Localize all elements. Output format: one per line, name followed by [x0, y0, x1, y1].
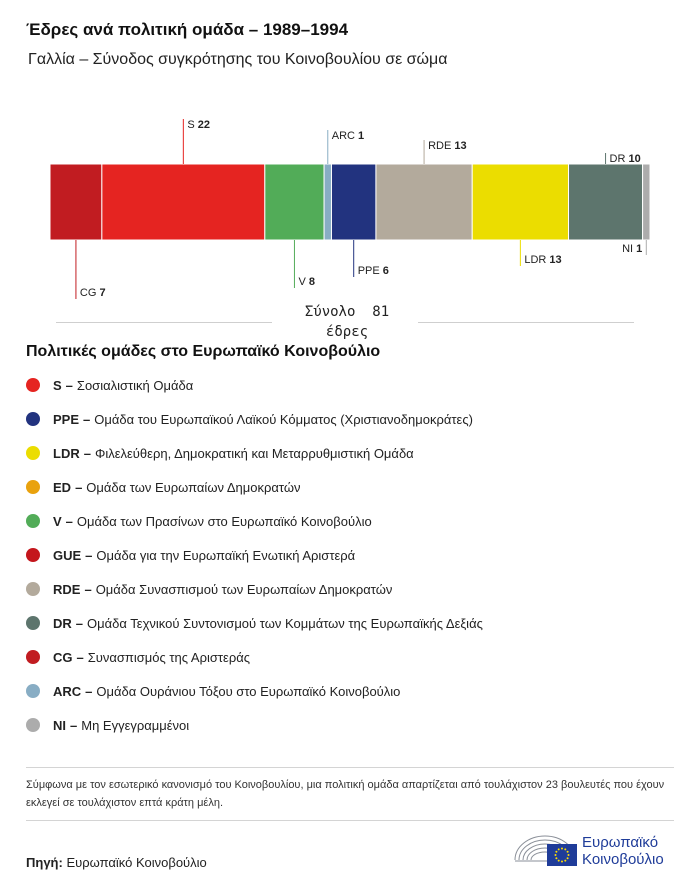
legend-separator: –: [83, 411, 91, 427]
legend-swatch: [26, 684, 40, 698]
legend-swatch: [26, 480, 40, 494]
data-label-ni: [622, 243, 642, 255]
bar-segment-ni: [643, 164, 650, 240]
legend-abbr: CG: [53, 649, 73, 665]
data-label-value: 1: [358, 130, 365, 142]
bar-segment-v: [265, 164, 324, 240]
eu-flag-icon: [547, 844, 577, 866]
legend-abbr: V: [53, 513, 62, 529]
legend-abbr: NI: [53, 717, 66, 733]
legend-separator: –: [76, 649, 84, 665]
legend-item-cg: [26, 640, 686, 674]
legend-name: Μη Εγγεγραμμένοι: [81, 717, 190, 733]
total-divider-right: [418, 322, 634, 323]
logo-line-1: Ευρωπαϊκό: [582, 834, 659, 851]
legend-item-ppe: [26, 402, 686, 436]
data-label-ppe: [358, 265, 389, 277]
legend-item-s: [26, 368, 686, 402]
legend-name: Φιλελεύθερη, Δημοκρατική και Μεταρρυθμιστική Ομάδα: [94, 445, 414, 461]
data-label-dr: [610, 153, 641, 165]
legend-swatch: [26, 446, 40, 460]
data-label-value: 7: [99, 287, 106, 299]
legend-abbr: DR: [53, 615, 72, 631]
legend-name: Ομάδα Τεχνικού Συντονισμού των Κομμάτων της Ευρωπαϊκής Δεξιάς: [87, 615, 483, 631]
bar-segment-dr: [569, 164, 643, 240]
legend-swatch: [26, 378, 40, 392]
data-label-arc: [332, 130, 364, 142]
legend-item-rde: [26, 572, 686, 606]
data-label-value: 10: [628, 153, 641, 165]
source-label: Πηγή:: [26, 855, 63, 870]
total-seats: [274, 302, 420, 342]
logo-text: [582, 834, 664, 868]
legend-title: Πολιτικές ομάδες στο Ευρωπαϊκό Κοινοβούλιο: [26, 343, 381, 360]
data-label-s: [187, 119, 210, 131]
legend-abbr: ARC: [53, 683, 82, 699]
legend-swatch: [26, 650, 40, 664]
legend-abbr: LDR: [53, 445, 80, 461]
legend-swatch: [26, 616, 40, 630]
chart-subtitle: Γαλλία – Σύνοδος συγκρότησης του Κοινοβουλίου σε σώμα: [28, 51, 448, 68]
legend-separator: –: [83, 445, 91, 461]
data-label-name: DR: [609, 153, 629, 165]
legend-abbr: ED: [53, 479, 72, 495]
bar-segment-ppe: [331, 164, 375, 240]
data-label-v: [298, 276, 315, 288]
legend-item-arc: [26, 674, 686, 708]
legend-abbr: RDE: [53, 581, 81, 597]
data-label-value: 6: [382, 265, 389, 277]
total-value: 81: [372, 304, 390, 320]
legend-item-ldr: [26, 436, 686, 470]
legend-name: Συνασπισμός της Αριστεράς: [87, 649, 251, 665]
legend-item-dr: [26, 606, 686, 640]
note-divider-bottom: [26, 820, 674, 821]
data-label-value: 22: [197, 119, 210, 131]
legend-item-gue: [26, 538, 686, 572]
legend-name: Ομάδα για την Ευρωπαϊκή Ενωτική Αριστερά: [96, 547, 356, 563]
legend-item-v: [26, 504, 686, 538]
legend: [26, 368, 686, 742]
legend-abbr: PPE: [53, 411, 80, 427]
data-label-name: NI: [622, 243, 637, 255]
legend-name: Ομάδα των Πρασίνων στο Ευρωπαϊκό Κοινοβούλιο: [76, 513, 372, 529]
legend-separator: –: [85, 683, 93, 699]
legend-name: Ομάδα Ουράνιου Τόξου στο Ευρωπαϊκό Κοινοβούλιο: [96, 683, 401, 699]
legend-abbr: GUE: [53, 547, 82, 563]
data-label-name: ARC: [331, 130, 359, 142]
data-label-rde: [428, 140, 467, 152]
data-label-ldr: [524, 254, 561, 266]
bar-segment-arc: [324, 164, 331, 240]
chart-title: Έδρες ανά πολιτική ομάδα – 1989–1994: [26, 20, 349, 39]
legend-separator: –: [75, 615, 84, 631]
legend-swatch: [26, 514, 40, 528]
data-label-cg: [80, 287, 106, 299]
data-label-value: 13: [454, 140, 467, 152]
total-label: Σύνολο: [304, 304, 356, 320]
legend-item-ni: [26, 708, 686, 742]
legend-swatch: [26, 582, 40, 596]
data-label-name: CG: [79, 287, 100, 299]
legend-separator: –: [70, 717, 78, 733]
total-unit: έδρες: [325, 324, 369, 340]
legend-name: Ομάδα Συνασπισμού των Ευρωπαίων Δημοκρατών: [95, 581, 393, 597]
bar-segment-s: [102, 164, 265, 240]
data-label-name: RDE: [428, 140, 455, 152]
source-value: Ευρωπαϊκό Κοινοβούλιο: [66, 855, 207, 870]
data-label-value: 1: [636, 243, 643, 255]
legend-name: Ομάδα των Ευρωπαίων Δημοκρατών: [86, 479, 301, 495]
data-label-name: LDR: [524, 254, 550, 266]
legend-swatch: [26, 412, 40, 426]
legend-abbr: S: [53, 377, 62, 393]
legend-separator: –: [75, 479, 83, 495]
legend-name: Ομάδα του Ευρωπαϊκού Λαϊκού Κόμματος (Χριστιανοδημοκράτες): [94, 411, 473, 427]
data-label-value: 8: [308, 276, 315, 288]
bar-segment-rde: [376, 164, 472, 240]
legend-swatch: [26, 548, 40, 562]
bar-segment-ldr: [472, 164, 568, 240]
note-divider-top: [26, 767, 674, 768]
data-label-name: PPE: [357, 265, 383, 277]
data-label-name: S: [187, 119, 198, 131]
source: [26, 855, 207, 870]
legend-item-ed: [26, 470, 686, 504]
legend-separator: –: [84, 581, 92, 597]
legend-separator: –: [65, 513, 73, 529]
data-label-name: V: [298, 276, 309, 288]
total-divider-left: [56, 322, 272, 323]
legend-separator: –: [65, 377, 73, 393]
legend-swatch: [26, 718, 40, 732]
data-label-value: 13: [549, 254, 562, 266]
logo-line-2: Κοινοβούλιο: [582, 851, 664, 868]
legend-separator: –: [85, 547, 93, 563]
bar-segment-cg: [50, 164, 102, 240]
footnote: Σύμφωνα με τον εσωτερικό κανονισμό του Κοινοβουλίου, μια πολιτική ομάδα απαρτίζεται από τουλάχιστον 23 βουλευτές που έχουν εκλεγεί σε τουλάχιστον επτά κράτη μέλη.: [26, 779, 665, 809]
legend-name: Σοσιαλιστική Ομάδα: [76, 377, 194, 393]
